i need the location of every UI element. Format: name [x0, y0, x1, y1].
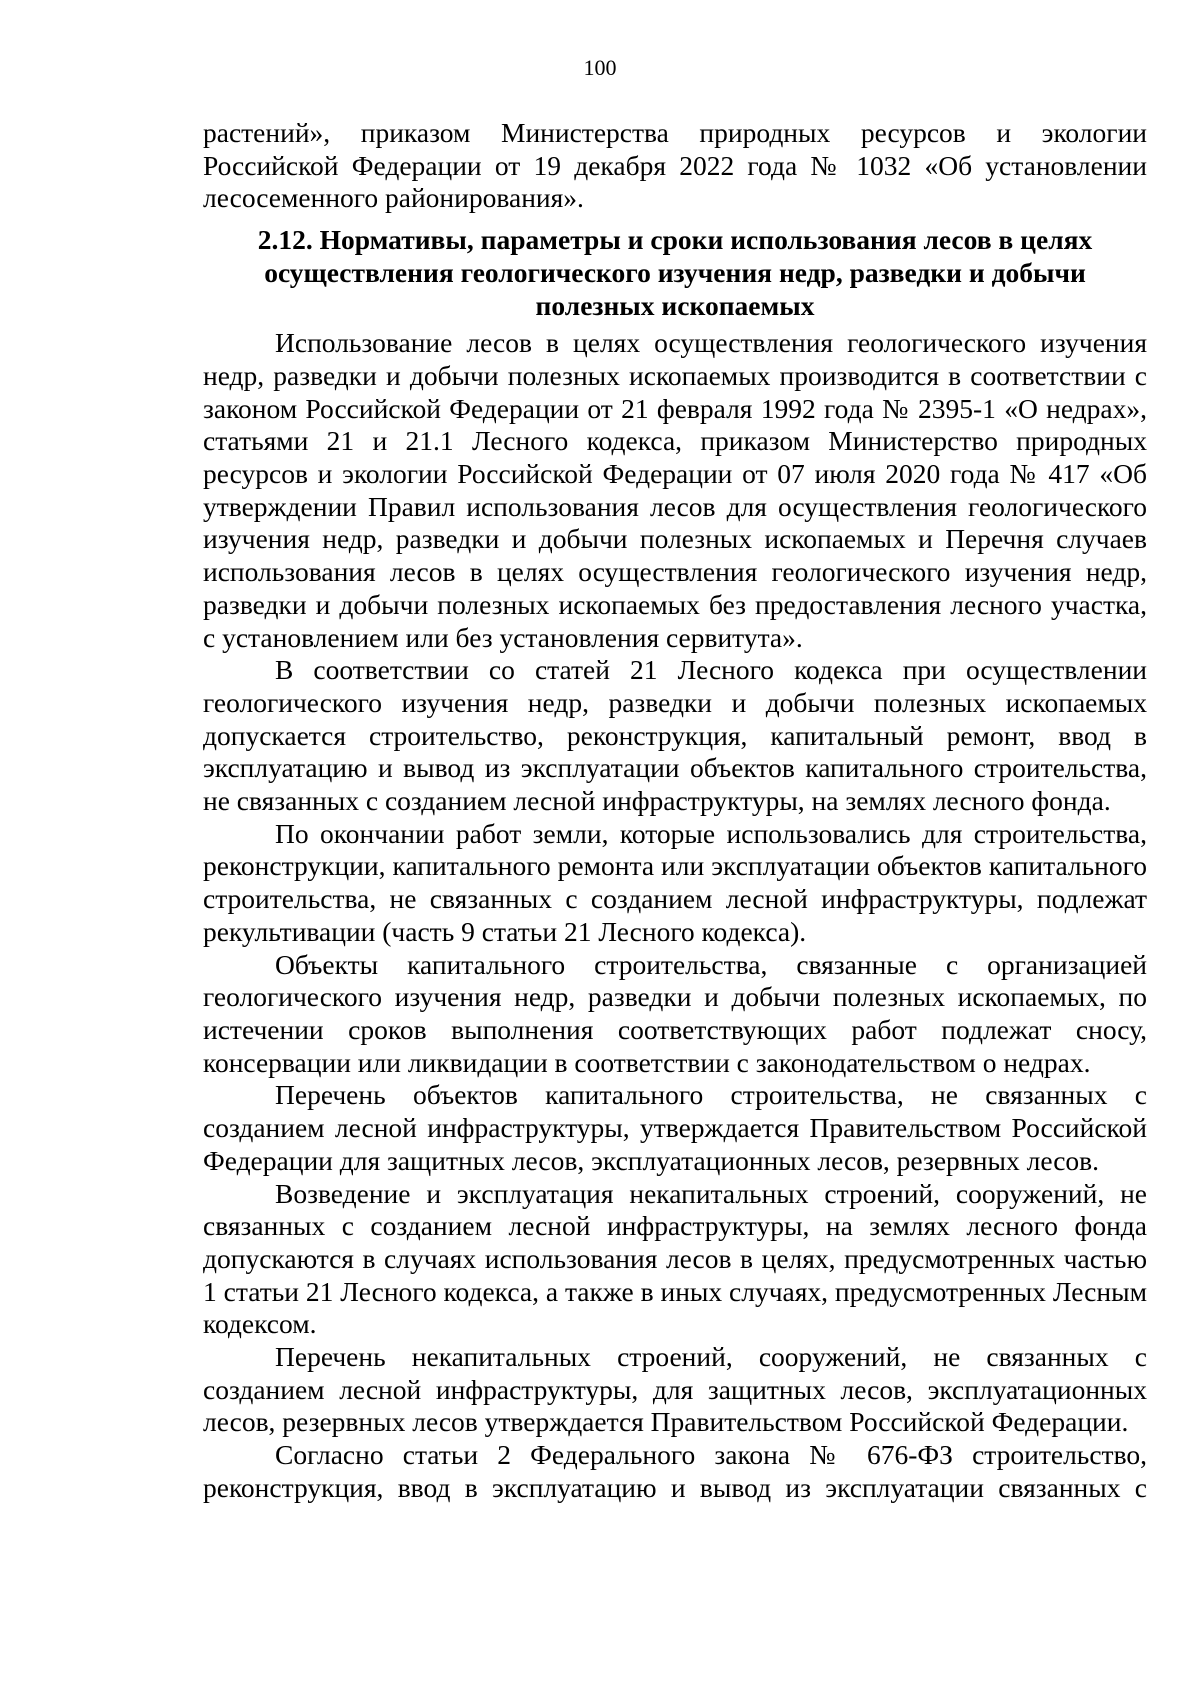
body-paragraph: По окончании работ земли, которые использовались для строительства, реконструкции, капитального ремонта или эксплуатации объектов капитального строительства, не связанных с созданием лесной инфраструктуры, подлежат рекультивации (часть 9 статьи 21 Лесного кодекса). — [203, 817, 1147, 947]
intro-paragraph: растений», приказом Министерства природных ресурсов и экологии Российской Федерации от 19 декабря 2022 года № 1032 «Об установлении лесосеменного районирования». — [203, 117, 1147, 214]
section-heading: 2.12. Нормативы, параметры и сроки использования лесов в целях осуществления геологического изучения недр, разведки и добычи полезных ископаемых — [257, 224, 1093, 321]
body-paragraph: Использование лесов в целях осуществления геологического изучения недр, разведки и добычи полезных ископаемых производится в соответствии с законом Российской Федерации от 21 февраля 1992 года № 2395-1 «О недрах», статьями 21 и 21.1 Лесного кодекса, приказом Министерство природных ресурсов и экологии Российской Федерации от 07 июля 2020 года № 417 «Об утверждении Правил использования лесов для осуществления геологического изучения недр, разведки и добычи полезных ископаемых и Перечня случаев использования лесов в целях осуществления геологического изучения недр, разведки и добычи полезных ископаемых без предоставления лесного участка, с установлением или без установления сервитута». — [203, 327, 1147, 653]
body-paragraph: Объекты капитального строительства, связанные с организацией геологического изучения недр, разведки и добычи полезных ископаемых, по истечении сроков выполнения соответствующих работ подлежат сносу, консервации или ликвидации в соответствии с законодательством о недрах. — [203, 948, 1147, 1078]
body-paragraph: Перечень некапитальных строений, сооружений, не связанных с созданием лесной инфраструктуры, для защитных лесов, эксплуатационных лесов, резервных лесов утверждается Правительством Российской Федерации. — [203, 1341, 1147, 1438]
body-paragraph-continued: Согласно статьи 2 Федерального закона № 676-ФЗ строительство, реконструкция, ввод в эксплуатацию и вывод из эксплуатации связанных с — [203, 1439, 1147, 1503]
page-number: 100 — [583, 55, 617, 80]
body-paragraph: В соответствии со статей 21 Лесного кодекса при осуществлении геологического изучения недр, разведки и добычи полезных ископаемых допускается строительство, реконструкция, капитальный ремонт, ввод в эксплуатацию и вывод из эксплуатации объектов капитального строительства, не связанных с созданием лесной инфраструктуры, на землях лесного фонда. — [203, 654, 1147, 817]
body-paragraph: Возведение и эксплуатация некапитальных строений, сооружений, не связанных с созданием лесной инфраструктуры, на землях лесного фонда допускаются в случаях использования лесов в целях, предусмотренных частью 1 статьи 21 Лесного кодекса, а также в иных случаях, предусмотренных Лесным кодексом. — [203, 1177, 1147, 1340]
document-body — [203, 117, 1147, 1505]
body-paragraph: Перечень объектов капитального строительства, не связанных с созданием лесной инфраструктуры, утверждается Правительством Российской Федерации для защитных лесов, эксплуатационных лесов, резервных лесов. — [203, 1079, 1147, 1176]
